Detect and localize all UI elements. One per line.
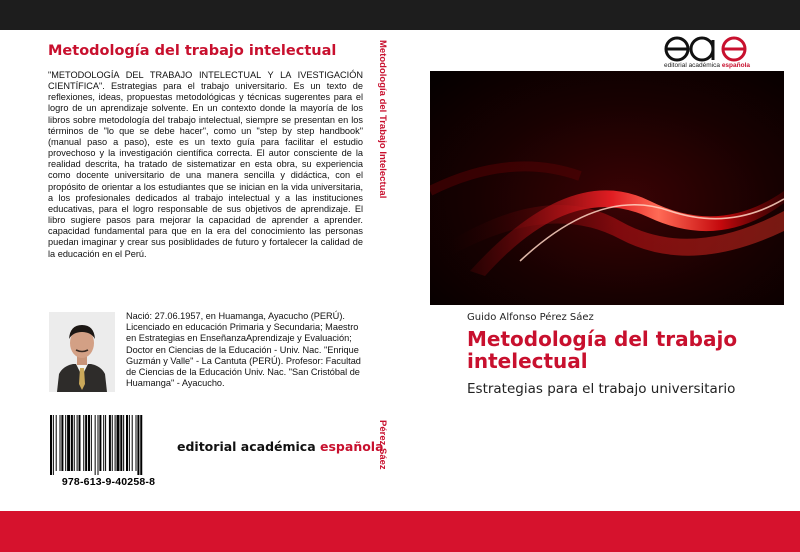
barcode-bar xyxy=(99,415,101,471)
barcode-bar xyxy=(117,415,120,471)
barcode-bar xyxy=(85,415,87,471)
barcode-bar xyxy=(140,415,142,475)
barcode-bar xyxy=(71,415,73,471)
barcode-bar xyxy=(105,415,106,471)
barcode-bar xyxy=(103,415,104,471)
barcode-bar xyxy=(126,415,128,471)
barcode-bar xyxy=(88,415,90,471)
spine-author: Pérez Sáez xyxy=(377,420,388,470)
barcode-bar xyxy=(137,415,139,475)
barcode-bar xyxy=(136,415,137,471)
back-cover-title: Metodología del trabajo intelectual xyxy=(48,43,337,59)
back-publisher-name xyxy=(177,439,384,454)
barcode-bar xyxy=(53,415,54,475)
author-bio: Nació: 27.06.1957, en Huamanga, Ayacucho (PERÚ). Licenciado en educación Primaria y Secundaria; Maestro en Estrategias en EnseñanzaAprendizaje y Evaluación; Doctor en Ciencias de la Educación - Univ. Nac. "Enrique Guzmán y Valle" - La Cantuta (PERÚ). Profesor: Facultad de Ciencias de la Educación Univ. Nac. "San Cristóbal de Huamanga" - Ayacucho. xyxy=(126,311,361,389)
barcode-bar xyxy=(129,415,130,471)
back-publisher-plain: editorial académica xyxy=(177,439,321,454)
barcode-bar xyxy=(123,415,124,471)
barcode-bar xyxy=(112,415,113,471)
barcode-bar xyxy=(109,415,111,471)
front-cover-title: Metodología del trabajo intelectual xyxy=(467,327,738,373)
publisher-logo xyxy=(662,35,757,75)
isbn-number: 978-613-9-40258-8 xyxy=(61,476,156,488)
barcode-bar xyxy=(132,415,133,471)
publisher-logo-text xyxy=(664,62,750,69)
front-cover-author: Guido Alfonso Pérez Sáez xyxy=(467,312,594,323)
bottom-band xyxy=(0,511,800,552)
barcode-bar xyxy=(115,415,116,471)
spine-title: Metodología del Trabajo Intelectual xyxy=(377,40,388,199)
barcode-bar xyxy=(77,415,78,471)
barcode-bar xyxy=(95,415,96,475)
logo-text-accent: española xyxy=(721,62,750,69)
barcode-bar xyxy=(74,415,75,471)
barcode-bar xyxy=(98,415,99,475)
barcode-bar xyxy=(91,415,92,471)
top-band xyxy=(0,0,800,30)
barcode-bar xyxy=(65,415,66,471)
barcode-bar xyxy=(120,415,122,471)
barcode-bar xyxy=(67,415,70,471)
barcode-bar xyxy=(60,415,61,471)
barcode-bar xyxy=(61,415,63,471)
barcode-bar xyxy=(83,415,84,471)
barcode-bar xyxy=(50,415,52,475)
front-cover-subtitle: Estrategias para el trabajo universitario xyxy=(467,381,736,397)
cover-image xyxy=(430,71,784,305)
back-publisher-accent: española xyxy=(320,439,384,454)
logo-text-plain: editorial académica xyxy=(664,62,722,69)
author-photo xyxy=(49,312,115,392)
back-cover-blurb: "METODOLOGÍA DEL TRABAJO INTELECTUAL Y LA IVESTIGACIÓN CIENTÍFICA". Estrategias para el trabajo universitario. Es un texto de reflexiones, ideas, propuestas metodológicas y técnicas sugerentes para el logro de un aprendizaje solvente. En un contexto donde la mayoría de los libros sobre metodología del trabajo intelectual, siempre se presentan en los términos de "lo que se debe hacer", como un "step by step handbook" (manual paso a paso), este es un texto guía para facilitar el estudio provechoso y la investigación científica correcta. El autor consciente de la realidad descrita, ha tratado de sistematizar en esta obra, su experiencia como docente universitario de una manera sencilla y didáctica, con el propósito de orientar a los estudiantes que se inician en la vida universitaria, a los profesionales dedicados al trabajo intelectual y a las instituciones educativas, para el logro responsable de sus objetivos de aprendizaje. El libro sugiere pasos para mejorar la capacidad de aprender a aprender. capacidad fundamental para que en la era del conocimiento las personas puedan imaginar y crear sus posiblidades de futuro y fortalecer la calidad de la educación en el Perú. xyxy=(48,70,363,259)
barcode-bar xyxy=(56,415,57,471)
barcode-bar xyxy=(79,415,81,471)
